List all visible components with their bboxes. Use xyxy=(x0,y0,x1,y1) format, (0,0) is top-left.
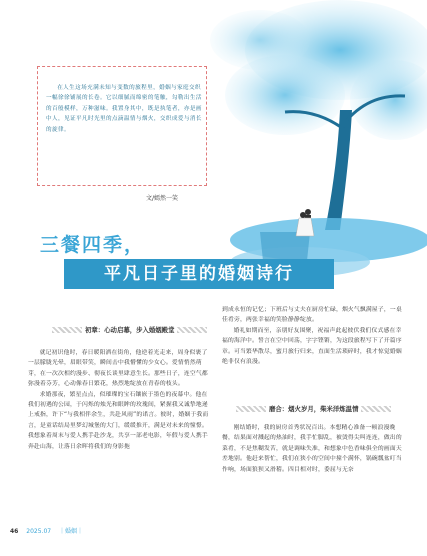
page-number: 46 xyxy=(10,528,19,535)
author-byline: 文/嫣然一笑 xyxy=(146,195,179,202)
body-paragraph: 到成永恒的记忆；下班后与丈夫在厨房忙碌，烟火气飘满屋子，一桌佳肴旁，两张幸福的笑脸静静绽放。 xyxy=(222,307,402,324)
body-paragraph: 求婚那夜，繁星点点，似璀璨的宝石镶嵌于墨色的夜幕中。他在我们初遇的公园，于闪烁的烛光和眼眸的玫瑰间，紧握我又诚挚地递上戒指，许下“与我相伴余生，共赴风雨”的诺言。彼时，婚姻于我而言，是童话结局里梦幻城堡的大门，缓缓推开，满是对未来的憧憬。我想象着周末与爱人携手赴沙龙，共享一部老电影，年假与爱人携手奔赴山海，让落日余晖将我们的身影拖 xyxy=(28,391,209,450)
body-paragraph: 婚礼如期而至，亲朋好友围聚，祝福声此起彼伏我们仪式感在幸福的海洋中。誓言在空中回荡，字字铿锵，为这段旅程写下了开篇序章。可当繁华散尽，蜜月旅行归来，直面生活琐碎时，我才惊觉婚姻绝非仅有浪漫。 xyxy=(222,327,402,366)
section-heading-2-label: 磨合：烟火岁月，柴米洋炼温情 xyxy=(269,405,359,413)
body-paragraph: 就记初识他时，春日暖阳洒在街角，他逆着光走来，周身似裹了一层朦胧光晕，眉眼带笑，瞬间击中我懵懂的少女心。爱情悄然萌芽，在一次次相约漫步、彻夜长谈里肆意生长。那些日子，连空气都弥漫着芬芳，心动像春日繁花，热烈地绽放在青春的枝头。 xyxy=(28,350,208,388)
heading-decoration xyxy=(236,406,266,412)
heading-decoration xyxy=(361,406,391,412)
article-title-line2: 平凡日子里的婚姻诗行 xyxy=(64,259,334,289)
magazine-name: ｜婚姻｜ xyxy=(59,528,84,535)
heading-decoration xyxy=(52,327,82,333)
intro-paragraph: 在人生这场充满未知与变数的旅程里，婚姻与家庭交织一幅徐徐铺展的长卷。它以细腻而绵密的笔触，勾勒出生活的百般模样，万种滋味。我置身其中，既是执笔者，亦是画中人，见证平凡时光里的点滴温情与烟火，交织成爱与消长的旋律。 xyxy=(46,85,202,133)
left-column xyxy=(28,348,212,452)
section-heading-2 xyxy=(236,404,391,413)
section-heading-1-label: 初章：心动启幕，步入婚姻殿堂 xyxy=(85,326,175,334)
heading-decoration xyxy=(177,327,207,333)
page-footer xyxy=(10,526,83,535)
right-column-bottom xyxy=(222,423,406,475)
issue-date: 2025.07 xyxy=(26,528,52,535)
body-paragraph: 刚结婚时，我的厨房首秀状况百出。本想精心准备一顿浪漫晚餐，结果面对溅起的热油时，我手忙脚乱，被烫得尖叫连连，做出的菜肴，不是焦糊发苦，就是调味失准，和想象中色香味俱全的画面天差地别。他赶来帮忙，我们在狭小的空间中撞个满怀，锅碗瓢盆叮当作响，场面狼狈又滑稽。四目相对时，委屈与无奈 xyxy=(222,425,402,473)
couple-tree-illustration xyxy=(190,0,427,290)
right-column-top xyxy=(222,305,406,367)
section-heading-1 xyxy=(52,325,207,334)
article-title-line1: 三餐四季， xyxy=(40,234,146,256)
